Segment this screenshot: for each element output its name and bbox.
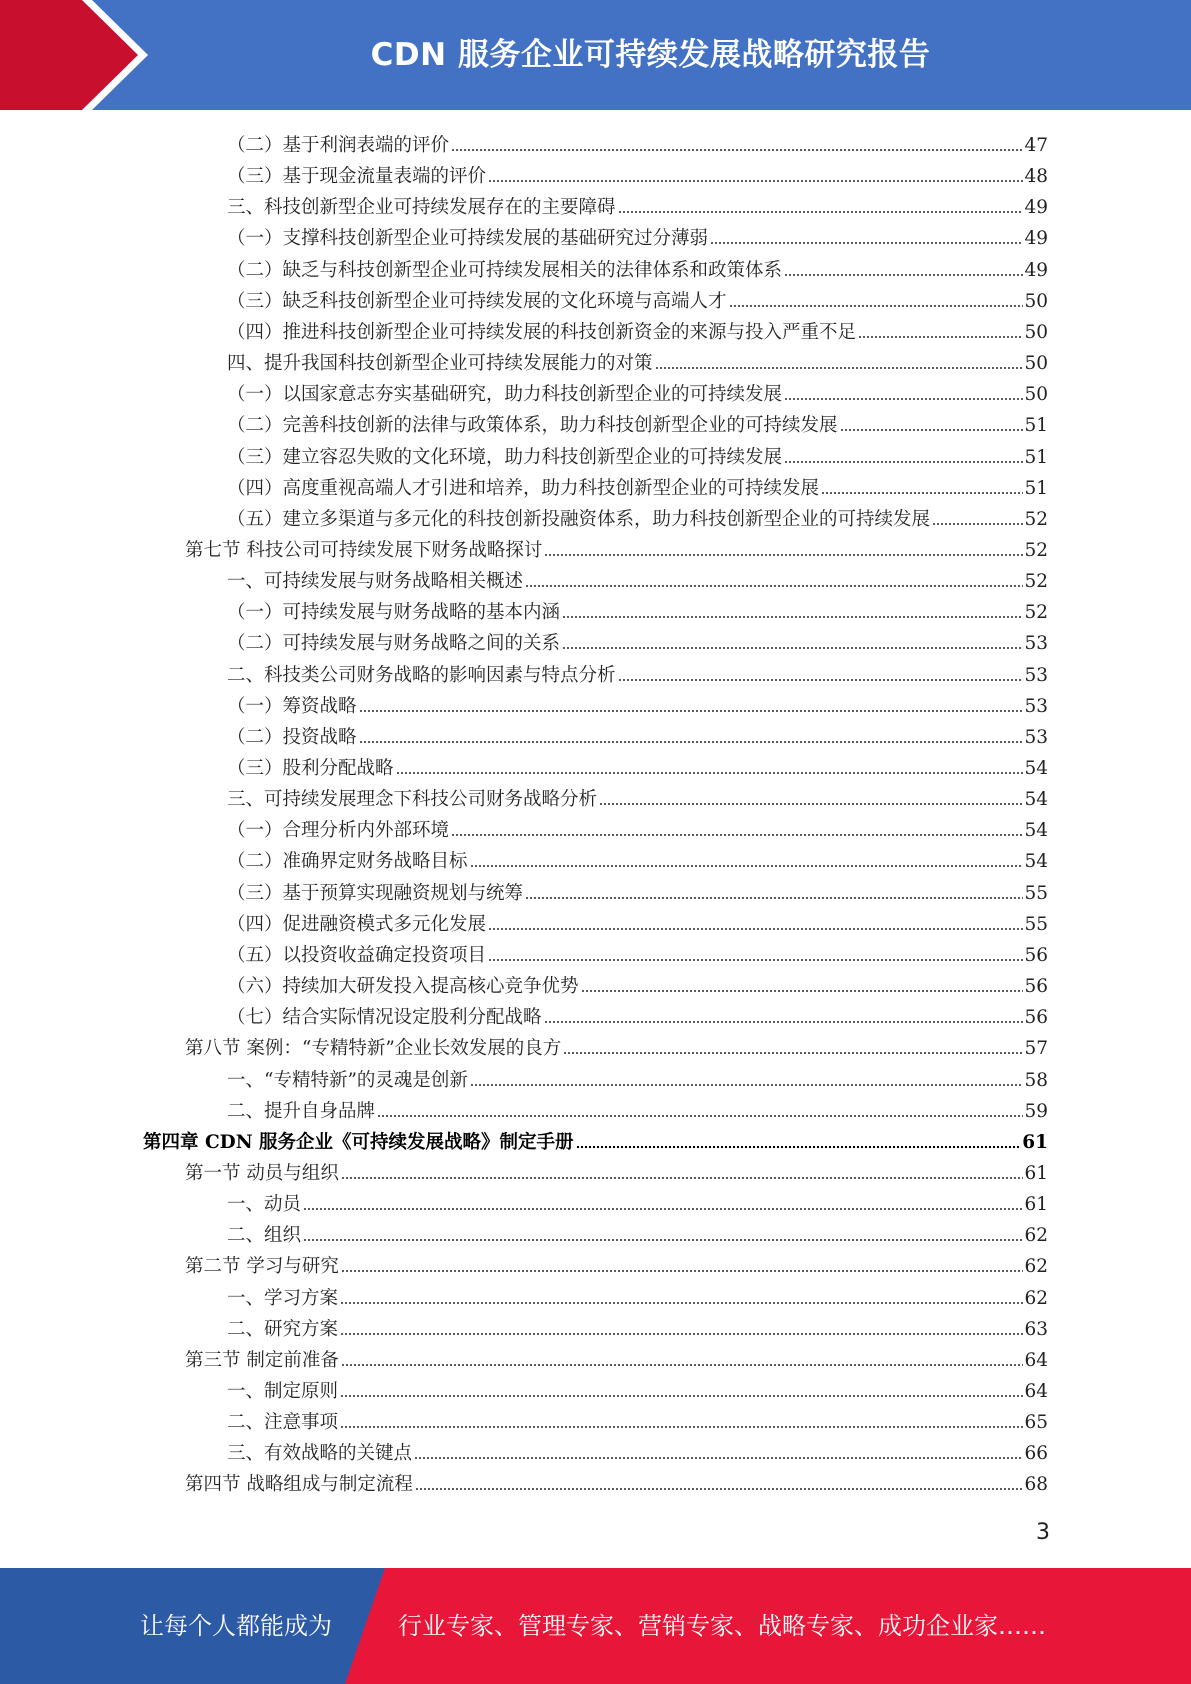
toc-dot-leader xyxy=(840,427,1024,433)
toc-dot-leader xyxy=(784,459,1023,465)
toc-entry-page: 59 xyxy=(1024,1100,1048,1122)
toc-entry-title: （一）支撑科技创新型企业可持续发展的基础研究过分薄弱 xyxy=(227,228,709,250)
toc-dot-leader xyxy=(544,1019,1024,1025)
toc-entry-title: （二）基于利润表端的评价 xyxy=(227,135,450,156)
toc-entry-title: （三）建立容忍失败的文化环境，助力科技创新型企业的可持续发展 xyxy=(227,446,783,468)
toc-entry-page: 63 xyxy=(1024,1318,1048,1340)
toc-dot-leader xyxy=(655,365,1024,371)
toc-entry[interactable] xyxy=(227,1404,1048,1435)
toc-entry-page: 51 xyxy=(1024,446,1048,468)
toc-entry[interactable] xyxy=(227,1062,1048,1093)
toc-entry-title: 一、制定原则 xyxy=(227,1381,339,1402)
toc-dot-leader xyxy=(340,1300,1023,1306)
toc-entry[interactable] xyxy=(227,812,1048,843)
toc-entry[interactable] xyxy=(143,1124,1048,1155)
toc-dot-leader xyxy=(341,1362,1024,1368)
header-red-chevron xyxy=(0,0,160,110)
toc-dot-leader xyxy=(470,863,1024,869)
toc-dot-leader xyxy=(414,1455,1023,1461)
toc-entry[interactable] xyxy=(227,750,1048,781)
toc-dot-leader xyxy=(618,209,1024,215)
toc-entry[interactable] xyxy=(227,189,1048,220)
toc-entry[interactable] xyxy=(227,875,1048,906)
toc-entry[interactable] xyxy=(227,1093,1048,1124)
toc-entry-title: （三）基于预算实现融资规划与统筹 xyxy=(227,882,524,904)
toc-dot-leader xyxy=(377,1113,1023,1119)
toc-entry-title: （一）合理分析内外部环境 xyxy=(227,820,450,842)
toc-entry-page: 56 xyxy=(1024,944,1048,966)
report-title: CDN 服务企业可持续发展战略研究报告 xyxy=(370,37,931,73)
toc-dot-leader xyxy=(303,1206,1023,1212)
toc-entry[interactable] xyxy=(185,1155,1048,1186)
toc-entry-title: （四）高度重视高端人才引进和培养，助力科技创新型企业的可持续发展 xyxy=(227,477,820,499)
toc-entry-title: （二）投资战略 xyxy=(227,726,357,748)
toc-entry-page: 64 xyxy=(1024,1381,1048,1402)
toc-entry-page: 51 xyxy=(1024,477,1048,499)
toc-entry[interactable] xyxy=(227,906,1048,937)
toc-entry[interactable] xyxy=(227,470,1048,501)
toc-dot-leader xyxy=(544,552,1023,558)
toc-entry[interactable] xyxy=(227,376,1048,407)
toc-entry-title: 三、可持续发展理念下科技公司财务战略分析 xyxy=(227,789,598,811)
toc-entry-title: 三、科技创新型企业可持续发展存在的主要障碍 xyxy=(227,197,616,219)
toc-entry-page: 49 xyxy=(1024,197,1048,219)
toc-entry-title: （三）股利分配战略 xyxy=(227,758,394,779)
toc-entry[interactable] xyxy=(227,1435,1048,1466)
toc-entry-title: （六）持续加大研发投入提高核心竞争优势 xyxy=(227,976,579,998)
toc-entry-page: 66 xyxy=(1024,1443,1048,1465)
toc-entry-page: 68 xyxy=(1024,1474,1048,1496)
toc-entry[interactable] xyxy=(227,688,1048,719)
toc-entry[interactable] xyxy=(227,439,1048,470)
toc-dot-leader xyxy=(525,583,1023,589)
toc-entry-title: （三）基于现金流量表端的评价 xyxy=(227,166,487,188)
toc-dot-leader xyxy=(710,240,1023,246)
toc-entry[interactable] xyxy=(227,563,1048,594)
toc-entry-title: 第四章 CDN 服务企业《可持续发展战略》制定手册 xyxy=(143,1131,574,1153)
toc-entry[interactable] xyxy=(227,127,1048,158)
toc-dot-leader xyxy=(562,614,1023,620)
toc-entry-page: 57 xyxy=(1024,1038,1048,1060)
toc-entry-title: （二）完善科技创新的法律与政策体系，助力科技创新型企业的可持续发展 xyxy=(227,415,838,437)
toc-entry-title: 三、有效战略的关键点 xyxy=(227,1443,413,1465)
toc-entry-page: 61 xyxy=(1024,1162,1048,1184)
toc-entry[interactable] xyxy=(227,283,1048,314)
toc-entry-title: 二、科技类公司财务战略的影响因素与特点分析 xyxy=(227,664,616,686)
toc-entry-page: 53 xyxy=(1024,664,1048,686)
toc-entry-title: 第二节 学习与研究 xyxy=(185,1256,339,1278)
footer-slogan-left: 让每个人都能成为 xyxy=(140,1612,332,1640)
toc-entry[interactable] xyxy=(227,843,1048,874)
toc-entry-page: 58 xyxy=(1024,1069,1048,1091)
toc-entry-title: 一、动员 xyxy=(227,1194,302,1216)
toc-entry[interactable] xyxy=(227,1280,1048,1311)
toc-entry[interactable] xyxy=(227,407,1048,438)
toc-entry[interactable] xyxy=(227,220,1048,251)
toc-entry-title: （二）可持续发展与财务战略之间的关系 xyxy=(227,633,561,655)
toc-entry[interactable] xyxy=(227,625,1048,656)
toc-entry-page: 52 xyxy=(1024,571,1048,593)
toc-entry-title: 四、提升我国科技创新型企业可持续发展能力的对策 xyxy=(227,353,653,375)
toc-entry-page: 49 xyxy=(1024,259,1048,281)
toc-dot-leader xyxy=(858,334,1023,340)
toc-entry[interactable] xyxy=(227,314,1048,345)
toc-entry-page: 55 xyxy=(1024,913,1048,935)
toc-entry[interactable] xyxy=(227,501,1048,532)
toc-entry[interactable] xyxy=(227,252,1048,283)
toc-entry-title: （四）推进科技创新型企业可持续发展的科技创新资金的来源与投入严重不足 xyxy=(227,321,857,343)
toc-entry-page: 55 xyxy=(1024,882,1048,904)
toc-entry-title: 二、注意事项 xyxy=(227,1412,339,1434)
toc-entry-title: （一）可持续发展与财务战略的基本内涵 xyxy=(227,602,561,624)
toc-entry-page: 65 xyxy=(1024,1412,1048,1434)
toc-entry-title: （四）促进融资模式多元化发展 xyxy=(227,913,487,935)
toc-entry-title: 一、“专精特新”的灵魂是创新 xyxy=(227,1069,468,1091)
toc-dot-leader xyxy=(451,832,1023,838)
toc-entry[interactable] xyxy=(185,1030,1048,1061)
toc-entry[interactable] xyxy=(227,781,1048,812)
toc-entry[interactable] xyxy=(185,1342,1048,1373)
toc-dot-leader xyxy=(341,1175,1024,1181)
toc-entry-title: （一）以国家意志夯实基础研究，助力科技创新型企业的可持续发展 xyxy=(227,384,783,406)
toc-dot-leader xyxy=(525,895,1023,901)
toc-dot-leader xyxy=(359,739,1024,745)
toc-entry[interactable] xyxy=(227,158,1048,189)
toc-entry[interactable] xyxy=(227,968,1048,999)
toc-entry[interactable] xyxy=(227,719,1048,750)
toc-dot-leader xyxy=(340,1331,1023,1337)
toc-entry-page: 53 xyxy=(1024,695,1048,717)
toc-dot-leader xyxy=(470,1082,1024,1088)
toc-dot-leader xyxy=(488,178,1023,184)
toc-entry[interactable] xyxy=(227,937,1048,968)
toc-dot-leader xyxy=(451,147,1023,153)
toc-entry-page: 56 xyxy=(1024,976,1048,998)
toc-entry-title: （五）以投资收益确定投资项目 xyxy=(227,944,487,966)
toc-dot-leader xyxy=(340,1393,1023,1399)
toc-dot-leader xyxy=(488,926,1023,932)
toc-entry-title: 一、学习方案 xyxy=(227,1287,339,1309)
toc-dot-leader xyxy=(618,677,1024,683)
page-footer xyxy=(0,1568,1191,1684)
toc-dot-leader xyxy=(562,645,1023,651)
toc-dot-leader xyxy=(932,521,1023,527)
toc-entry[interactable] xyxy=(227,1311,1048,1342)
toc-entry-page: 53 xyxy=(1024,633,1048,655)
toc-entry-page: 50 xyxy=(1024,353,1048,375)
toc-entry-title: （一）筹资战略 xyxy=(227,695,357,717)
toc-entry-page: 64 xyxy=(1024,1349,1048,1371)
toc-entry-page: 62 xyxy=(1024,1256,1048,1278)
toc-dot-leader xyxy=(563,1050,1023,1056)
toc-entry-title: 二、组织 xyxy=(227,1225,302,1247)
toc-entry-title: 一、可持续发展与财务战略相关概述 xyxy=(227,571,524,593)
toc-entry-title: 第四节 战略组成与制定流程 xyxy=(185,1474,413,1496)
toc-entry-page: 51 xyxy=(1024,415,1048,437)
toc-entry[interactable] xyxy=(185,532,1048,563)
toc-entry-page: 61 xyxy=(1024,1194,1048,1216)
toc-entry-page: 54 xyxy=(1024,851,1048,873)
toc-dot-leader xyxy=(784,396,1023,402)
toc-entry-page: 47 xyxy=(1024,135,1048,156)
toc-entry-title: 第七节 科技公司可持续发展下财务战略探讨 xyxy=(185,539,543,561)
toc-entry[interactable] xyxy=(227,594,1048,625)
page-header xyxy=(0,0,1191,110)
toc-dot-leader xyxy=(821,490,1023,496)
toc-entry-page: 53 xyxy=(1024,726,1048,748)
toc-dot-leader xyxy=(303,1237,1023,1243)
toc-entry[interactable] xyxy=(227,1186,1048,1217)
toc-entry[interactable] xyxy=(185,1248,1048,1279)
toc-entry-title: （二）缺乏与科技创新型企业可持续发展相关的法律体系和政策体系 xyxy=(227,259,783,281)
toc-entry-page: 52 xyxy=(1024,602,1048,624)
toc-entry-title: 二、研究方案 xyxy=(227,1318,339,1340)
toc-dot-leader xyxy=(359,708,1024,714)
toc-entry-title: 第一节 动员与组织 xyxy=(185,1162,339,1184)
toc-entry-page: 54 xyxy=(1024,820,1048,842)
toc-entry[interactable] xyxy=(227,1373,1048,1404)
toc-entry-title: （七）结合实际情况设定股利分配战略 xyxy=(227,1007,542,1029)
toc-entry-page: 49 xyxy=(1024,228,1048,250)
toc-entry-page: 52 xyxy=(1024,539,1048,561)
toc-entry-page: 50 xyxy=(1024,290,1048,312)
toc-entry[interactable] xyxy=(227,999,1048,1030)
toc-entry-title: 二、提升自身品牌 xyxy=(227,1100,376,1122)
toc-entry-page: 54 xyxy=(1024,789,1048,811)
footer-slogan-right: 行业专家、管理专家、营销专家、战略专家、成功企业家…… xyxy=(398,1612,1046,1640)
toc-entry-title: 第八节 案例：“专精特新”企业长效发展的良方 xyxy=(185,1038,562,1060)
toc-dot-leader xyxy=(340,1424,1023,1430)
toc-entry[interactable] xyxy=(227,345,1048,376)
toc-dot-leader xyxy=(599,801,1023,807)
toc-entry-page: 50 xyxy=(1024,384,1048,406)
toc-dot-leader xyxy=(576,1144,1022,1150)
toc-entry[interactable] xyxy=(227,657,1048,688)
toc-entry-title: （三）缺乏科技创新型企业可持续发展的文化环境与高端人才 xyxy=(227,290,727,312)
toc-entry-page: 62 xyxy=(1024,1287,1048,1309)
toc-dot-leader xyxy=(784,272,1023,278)
toc-entry-page: 62 xyxy=(1024,1225,1048,1247)
toc-entry-page: 54 xyxy=(1024,758,1048,779)
toc-dot-leader xyxy=(396,770,1024,776)
toc-entry[interactable] xyxy=(185,1466,1048,1497)
toc-entry[interactable] xyxy=(227,1217,1048,1248)
toc-dot-leader xyxy=(729,303,1024,309)
page-number: 3 xyxy=(1036,1520,1050,1545)
toc-entry-title: 第三节 制定前准备 xyxy=(185,1349,339,1371)
toc-entry-page: 61 xyxy=(1022,1131,1048,1153)
toc-dot-leader xyxy=(581,988,1024,994)
toc-dot-leader xyxy=(341,1268,1024,1274)
toc-entry-title: （二）准确界定财务战略目标 xyxy=(227,851,468,873)
toc-entry-title: （五）建立多渠道与多元化的科技创新投融资体系，助力科技创新型企业的可持续发展 xyxy=(227,508,931,530)
toc-entry-page: 48 xyxy=(1024,166,1048,188)
toc-entry-page: 52 xyxy=(1024,508,1048,530)
toc-entry-page: 56 xyxy=(1024,1007,1048,1029)
toc-dot-leader xyxy=(488,957,1023,963)
toc-entry-page: 50 xyxy=(1024,321,1048,343)
toc-dot-leader xyxy=(415,1486,1024,1492)
